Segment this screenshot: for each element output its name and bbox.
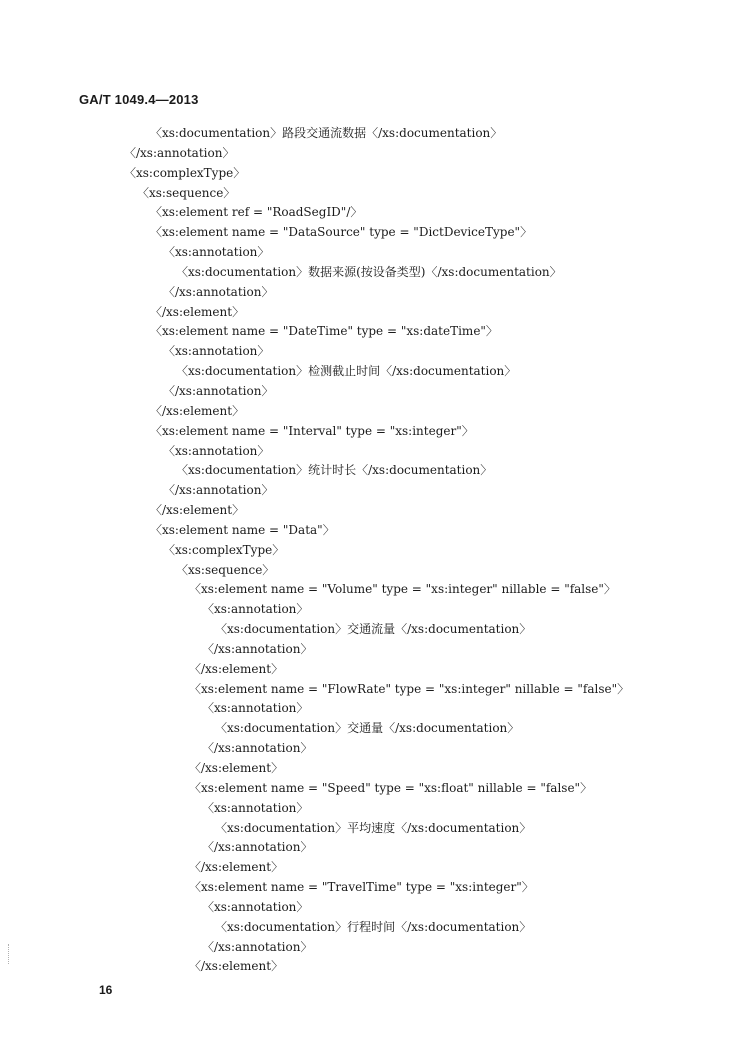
- code-line: 〈/xs:element〉: [150, 503, 245, 518]
- code-line: 〈/xs:annotation〉: [163, 284, 274, 299]
- code-line: 〈xs:documentation〉路段交通流数据〈/xs:documentation〉: [150, 126, 503, 140]
- code-line: 〈xs:element name = "Interval" type = "xs:integer"〉: [150, 423, 474, 438]
- code-line: 〈xs:element name = "Volume" type = "xs:integer" nillable = "false"〉: [189, 582, 616, 597]
- code-line: 〈xs:documentation〉平均速度〈/xs:documentation〉: [215, 820, 532, 835]
- code-line: 〈/xs:element〉: [189, 761, 284, 775]
- code-line: 〈/xs:annotation〉: [124, 145, 235, 160]
- code-line: 〈/xs:annotation〉: [202, 641, 313, 656]
- code-line: 〈xs:complexType〉: [163, 542, 285, 557]
- code-line: 〈xs:documentation〉行程时间〈/xs:documentation〉: [215, 919, 532, 934]
- code-line: 〈xs:complexType〉: [124, 165, 246, 180]
- code-line: 〈/xs:annotation〉: [202, 840, 313, 855]
- code-line: 〈xs:element name = "DataSource" type = "DictDeviceType"〉: [150, 225, 533, 240]
- code-line: 〈/xs:annotation〉: [202, 741, 313, 756]
- code-line: 〈xs:element name = "FlowRate" type = "xs:integer" nillable = "false"〉: [189, 681, 630, 696]
- code-line: 〈/xs:element〉: [189, 860, 284, 875]
- code-line: 〈xs:sequence〉: [137, 185, 236, 200]
- code-line: 〈xs:sequence〉: [176, 562, 275, 577]
- code-line: 〈xs:documentation〉检测截止时间〈/xs:documentation〉: [176, 364, 517, 379]
- code-line: 〈xs:annotation〉: [163, 344, 270, 359]
- code-line: 〈xs:annotation〉: [202, 899, 309, 914]
- code-line: 〈xs:annotation〉: [202, 701, 309, 716]
- code-line: 〈xs:element name = "Data"〉: [150, 522, 335, 537]
- code-line: 〈/xs:element〉: [189, 959, 284, 974]
- binding-margin-mark: [8, 944, 11, 964]
- code-line: 〈/xs:annotation〉: [163, 383, 274, 398]
- code-line: 〈xs:element name = "Speed" type = "xs:float" nillable = "false"〉: [189, 780, 593, 795]
- code-line: 〈/xs:annotation〉: [202, 939, 313, 954]
- code-line: 〈xs:annotation〉: [202, 800, 309, 815]
- code-line: 〈/xs:element〉: [189, 661, 284, 676]
- code-line: 〈xs:documentation〉统计时长〈/xs:documentation〉: [176, 463, 493, 478]
- standard-number-header: GA/T 1049.4—2013: [79, 92, 199, 107]
- code-line: 〈xs:annotation〉: [163, 443, 270, 458]
- code-line: 〈xs:element ref = "RoadSegID"/〉: [150, 205, 363, 220]
- code-line: 〈xs:documentation〉数据来源(按设备类型)〈/xs:documentation〉: [176, 264, 562, 279]
- code-line: 〈xs:documentation〉交通量〈/xs:documentation〉: [215, 721, 520, 736]
- code-line: 〈xs:annotation〉: [202, 602, 309, 617]
- code-line: 〈xs:annotation〉: [163, 245, 270, 260]
- code-line: 〈/xs:element〉: [150, 304, 245, 319]
- code-line: 〈xs:element name = "TravelTime" type = "xs:integer"〉: [189, 880, 534, 895]
- code-line: 〈xs:documentation〉交通流量〈/xs:documentation〉: [215, 622, 532, 637]
- xml-schema-code-block: [0, 124, 750, 977]
- page-number: 16: [99, 983, 113, 997]
- code-line: 〈/xs:element〉: [150, 403, 245, 418]
- code-line: 〈/xs:annotation〉: [163, 483, 274, 498]
- code-line: 〈xs:element name = "DateTime" type = "xs:dateTime"〉: [150, 324, 498, 339]
